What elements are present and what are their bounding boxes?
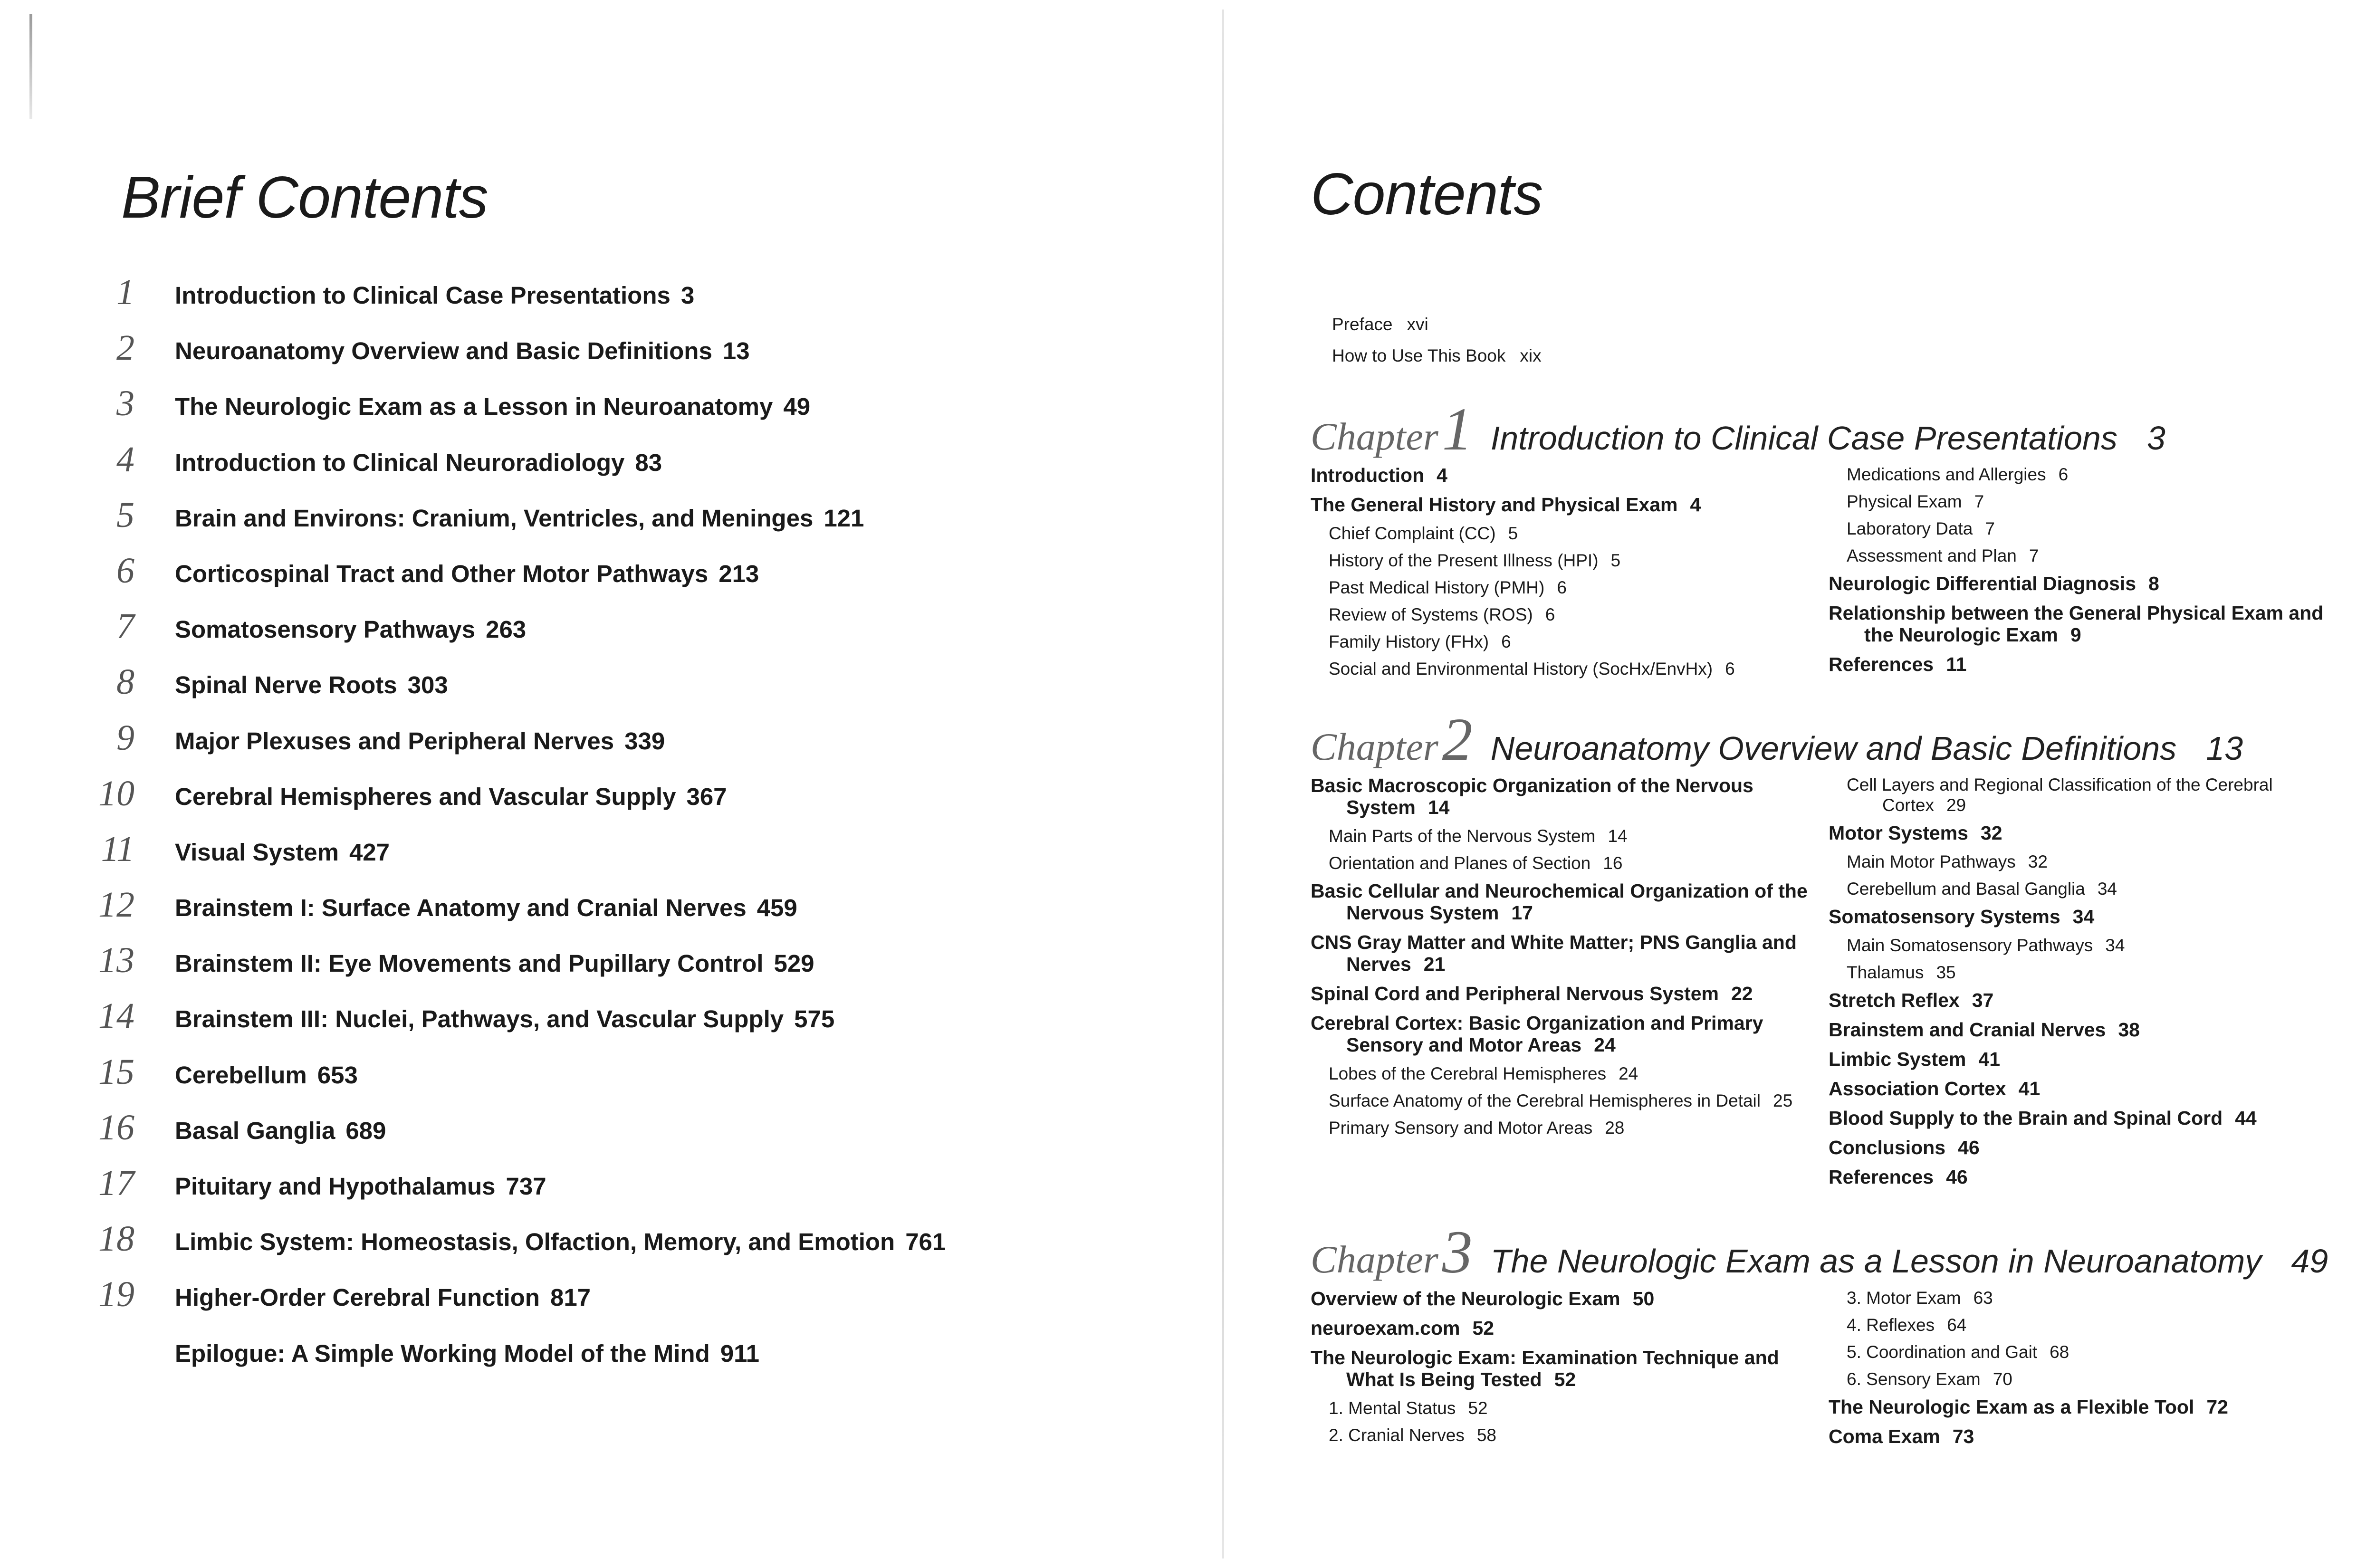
entry-page: 46 (1946, 1166, 1968, 1188)
chapter-title-text (175, 727, 665, 755)
chapter-page: 817 (550, 1284, 591, 1311)
chapter-page: 13 (2206, 730, 2243, 767)
toc-section-entry[interactable] (1829, 602, 2332, 646)
toc-section-entry[interactable] (1829, 1048, 2332, 1070)
entry-page: 72 (2206, 1396, 2228, 1418)
chapter-title-text (175, 504, 864, 533)
chapter-title: Corticospinal Tract and Other Motor Pathways (175, 560, 709, 587)
entry-title: Chief Complaint (CC) (1329, 524, 1496, 543)
chapter-title: Neuroanatomy Overview and Basic Definitions (175, 337, 712, 365)
front-matter-entry[interactable] (1332, 315, 1428, 335)
chapter-number: 2 (116, 328, 134, 368)
entry-title: Cell Layers and Regional Classification of the Cerebral Cortex (1847, 775, 2273, 815)
toc-section-entry[interactable] (1311, 931, 1814, 975)
chapter-title: Introduction to Clinical Case Presentations (1490, 420, 2117, 457)
entry-title: CNS Gray Matter and White Matter; PNS Ganglia and Nerves (1311, 931, 1797, 975)
chapter-title-text (175, 838, 390, 867)
entry-page: xvi (1407, 315, 1428, 334)
entry-page: 32 (2028, 852, 2048, 871)
chapter-page: 689 (345, 1117, 386, 1144)
toc-subsection-entry[interactable] (1311, 1090, 1814, 1111)
chapter-title-text (175, 1172, 546, 1201)
chapter-title-text (175, 949, 814, 978)
entry-title: Medications and Allergies (1847, 465, 2046, 484)
chapter-number: 3 (116, 383, 134, 424)
chapter-number: 6 (116, 550, 134, 591)
brief-chapter-entry[interactable] (116, 326, 1167, 382)
entry-page: 37 (1972, 989, 1994, 1011)
chapter-title: Brainstem II: Eye Movements and Pupillary Control (175, 950, 764, 977)
entry-page: 22 (1731, 983, 1753, 1004)
chapter-title: Limbic System: Homeostasis, Olfaction, Memory, and Emotion (175, 1228, 895, 1256)
entry-page: 11 (1946, 653, 1967, 675)
brief-chapter-entry[interactable] (98, 772, 1167, 828)
chapter-heading[interactable] (1311, 705, 2243, 774)
chapter-number: 8 (116, 662, 134, 702)
brief-chapter-entry[interactable] (116, 549, 1167, 605)
entry-page: 46 (1958, 1137, 1980, 1158)
chapter-page: 427 (349, 838, 390, 866)
chapter-title-text (175, 1005, 834, 1033)
chapter-page: 13 (722, 337, 750, 365)
page-title: Brief Contents (121, 165, 488, 230)
chapter-title-text (175, 1061, 358, 1090)
toc-section-entry[interactable] (1829, 1019, 2332, 1041)
chapter-title: Neuroanatomy Overview and Basic Definitions (1490, 730, 2177, 767)
entry-title: Blood Supply to the Brain and Spinal Cord (1829, 1107, 2223, 1129)
chapter-number: 7 (116, 606, 134, 647)
entry-page: 7 (1985, 519, 1995, 538)
entry-page: 34 (2097, 879, 2117, 899)
chapter-title: Introduction to Clinical Neuroradiology (175, 449, 625, 476)
entry-title: Stretch Reflex (1829, 989, 1960, 1011)
entry-title: References (1829, 1166, 1934, 1188)
toc-subsection-entry[interactable] (1829, 935, 2332, 956)
brief-chapter-entry[interactable] (98, 1106, 1167, 1162)
toc-subsection-entry[interactable] (1829, 545, 2332, 566)
entry-page: 34 (2105, 936, 2125, 955)
entry-title: The General History and Physical Exam (1311, 494, 1678, 516)
chapter-page: 303 (407, 671, 448, 699)
entry-title: Introduction (1311, 464, 1425, 486)
chapter-title: Cerebellum (175, 1061, 307, 1089)
chapter-title: Pituitary and Hypothalamus (175, 1173, 496, 1200)
entry-title: Family History (FHx) (1329, 632, 1489, 651)
chapter-title-text (175, 337, 750, 365)
entry-page: 6 (1557, 578, 1567, 597)
chapter-title: Cerebral Hemispheres and Vascular Supply (175, 783, 676, 810)
toc-section-entry[interactable] (1829, 1137, 2332, 1158)
chapter-title: Epilogue: A Simple Working Model of the Mind (175, 1339, 710, 1367)
entry-title: Primary Sensory and Motor Areas (1329, 1118, 1593, 1138)
brief-chapter-entry[interactable] (116, 660, 1167, 716)
toc-subsection-entry[interactable] (1311, 604, 1814, 625)
brief-chapter-entry[interactable] (116, 717, 1167, 772)
entry-title: 2. Cranial Nerves (1329, 1425, 1465, 1445)
chapter-title-text (175, 1339, 759, 1368)
entry-page: 63 (1973, 1288, 1993, 1308)
entry-title: Review of Systems (ROS) (1329, 605, 1533, 624)
chapter-page: 761 (905, 1228, 946, 1256)
chapter-number: 18 (98, 1219, 134, 1259)
toc-subsection-entry[interactable] (1829, 774, 2332, 815)
brief-chapter-entry[interactable] (116, 271, 1167, 326)
entry-title: History of the Present Illness (HPI) (1329, 551, 1599, 570)
chapter-heading[interactable] (1311, 394, 2165, 464)
entry-title: Somatosensory Systems (1829, 906, 2060, 927)
chapter-page: 653 (317, 1061, 358, 1089)
entry-page: 70 (1993, 1369, 2012, 1389)
toc-subsection-entry[interactable] (1311, 550, 1814, 571)
toc-section-entry[interactable] (1829, 573, 2332, 594)
toc-subsection-entry[interactable] (1311, 659, 1814, 679)
entry-title: 1. Mental Status (1329, 1398, 1456, 1418)
chapter-title-text (175, 281, 694, 310)
chapter-word: Chapter (1311, 415, 1438, 458)
toc-subsection-entry[interactable] (1311, 826, 1814, 846)
chapter-number: 12 (98, 885, 134, 925)
toc-subsection-entry[interactable] (1311, 853, 1814, 873)
brief-chapter-entry[interactable] (98, 994, 1167, 1050)
entry-title: References (1829, 653, 1934, 675)
entry-title: Past Medical History (PMH) (1329, 578, 1545, 597)
entry-title: 6. Sensory Exam (1847, 1369, 1981, 1389)
chapter-number: 1 (116, 272, 134, 312)
entry-page: 14 (1608, 826, 1628, 846)
chapter-number: 17 (98, 1163, 134, 1203)
chapter-number: 3 (1442, 1218, 1473, 1286)
brief-chapter-entry[interactable] (98, 1273, 1167, 1329)
brief-chapter-entry[interactable] (98, 1051, 1167, 1106)
chapter-title-text (175, 1228, 946, 1256)
entry-title: Conclusions (1829, 1137, 1946, 1158)
entry-title: Surface Anatomy of the Cerebral Hemispheres in Detail (1329, 1091, 1761, 1110)
chapter-title-text (175, 615, 526, 644)
chapter-page: 575 (794, 1005, 835, 1033)
page-title: Contents (1311, 162, 1543, 227)
brief-chapter-entry[interactable] (98, 883, 1167, 939)
toc-subsection-entry[interactable] (1829, 1342, 2332, 1362)
chapter-title: The Neurologic Exam as a Lesson in Neuroanatomy (1490, 1243, 2262, 1280)
toc-section-entry[interactable] (1829, 653, 2332, 675)
chapter-title: Introduction to Clinical Case Presentations (175, 282, 671, 309)
brief-chapter-entry[interactable] (116, 494, 1167, 549)
toc-section-entry[interactable] (1829, 1107, 2332, 1129)
toc-section-entry[interactable] (1829, 1396, 2332, 1418)
entry-page: 9 (2070, 624, 2081, 646)
toc-subsection-entry[interactable] (1311, 631, 1814, 652)
toc-section-entry[interactable] (1829, 822, 2332, 844)
toc-section-entry[interactable] (1311, 464, 1814, 486)
toc-section-entry[interactable] (1829, 989, 2332, 1011)
chapter-number: 1 (1442, 395, 1473, 463)
toc-subsection-entry[interactable] (1829, 1288, 2332, 1308)
entry-title: Laboratory Data (1847, 519, 1973, 538)
toc-section-entry[interactable] (1829, 1166, 2332, 1188)
chapter-title: Higher-Order Cerebral Function (175, 1284, 540, 1311)
toc-section-entry[interactable] (1311, 880, 1814, 924)
toc-subsection-entry[interactable] (1829, 1369, 2332, 1389)
toc-section-entry[interactable] (1311, 494, 1814, 516)
toc-section-entry[interactable] (1829, 906, 2332, 927)
toc-subsection-entry[interactable] (1829, 879, 2332, 899)
entry-page: 35 (1936, 963, 1956, 982)
chapter-page: 3 (680, 282, 695, 309)
toc-section-entry[interactable] (1311, 983, 1814, 1004)
brief-chapter-entry[interactable] (121, 1329, 1167, 1385)
chapter-page: 911 (720, 1339, 760, 1367)
entry-title: Orientation and Planes of Section (1329, 853, 1591, 873)
entry-page: 28 (1605, 1118, 1625, 1138)
toc-section-entry[interactable] (1829, 1078, 2332, 1100)
chapter-page: 49 (2291, 1243, 2328, 1280)
chapter-number: 19 (98, 1274, 134, 1315)
entry-title: Motor Systems (1829, 822, 1968, 844)
chapter-word: Chapter (1311, 1238, 1438, 1281)
entry-page: 16 (1603, 853, 1623, 873)
chapter-page: 529 (774, 950, 814, 977)
entry-title: Thalamus (1847, 963, 1924, 982)
chapter-title-text (175, 449, 662, 477)
chapter-number: 11 (101, 829, 134, 869)
brief-chapter-entry[interactable] (116, 382, 1167, 438)
entry-page: 25 (1773, 1091, 1793, 1110)
chapter-number: 2 (1442, 706, 1473, 773)
chapter-2-left-column (1311, 774, 1814, 1145)
chapter-title: Brain and Environs: Cranium, Ventricles, and Meninges (175, 504, 814, 532)
toc-subsection-entry[interactable] (1311, 577, 1814, 598)
entry-page: 4 (1690, 494, 1701, 516)
chapter-page: 121 (824, 504, 864, 532)
chapter-number: 15 (98, 1052, 134, 1092)
entry-page: xix (1520, 346, 1542, 365)
chapter-title: Spinal Nerve Roots (175, 671, 397, 699)
toc-section-entry[interactable] (1311, 1317, 1814, 1339)
toc-subsection-entry[interactable] (1311, 1398, 1814, 1418)
entry-title: Association Cortex (1829, 1078, 2006, 1100)
front-matter-entry[interactable] (1332, 346, 1542, 366)
chapter-page: 367 (686, 783, 727, 810)
entry-title: Cerebral Cortex: Basic Organization and Primary Sensory and Motor Areas (1311, 1012, 1763, 1056)
entry-title: Limbic System (1829, 1048, 1966, 1070)
entry-page: 58 (1476, 1425, 1496, 1445)
chapter-title-text (175, 894, 797, 922)
entry-page: 38 (2118, 1019, 2140, 1041)
toc-subsection-entry[interactable] (1311, 523, 1814, 544)
entry-title: The Neurologic Exam: Examination Technique and What Is Being Tested (1311, 1347, 1779, 1390)
toc-section-entry[interactable] (1311, 1012, 1814, 1056)
entry-page: 41 (1978, 1048, 2000, 1070)
toc-subsection-entry[interactable] (1311, 1118, 1814, 1138)
toc-section-entry[interactable] (1829, 1425, 2332, 1447)
chapter-number: 10 (98, 773, 134, 813)
toc-subsection-entry[interactable] (1829, 851, 2332, 872)
chapter-3-left-column (1311, 1288, 1814, 1452)
entry-page: 44 (2235, 1107, 2257, 1129)
brief-contents-list (98, 271, 1167, 1385)
entry-title: Coma Exam (1829, 1425, 1940, 1447)
brief-chapter-entry[interactable] (101, 828, 1167, 883)
entry-title: Basic Cellular and Neurochemical Organization of the Nervous System (1311, 880, 1808, 924)
entry-title: Lobes of the Cerebral Hemispheres (1329, 1064, 1607, 1083)
entry-title: Spinal Cord and Peripheral Nervous System (1311, 983, 1719, 1004)
entry-page: 8 (2148, 573, 2159, 594)
brief-chapter-entry[interactable] (116, 438, 1167, 494)
entry-page: 50 (1632, 1288, 1655, 1310)
chapter-number: 4 (116, 439, 134, 479)
entry-title: Neurologic Differential Diagnosis (1829, 573, 2136, 594)
chapter-page: 263 (486, 616, 527, 643)
entry-title: neuroexam.com (1311, 1317, 1460, 1339)
chapter-1-left-column (1311, 464, 1814, 686)
entry-title: Brainstem and Cranial Nerves (1829, 1019, 2106, 1041)
chapter-word: Chapter (1311, 725, 1438, 768)
toc-section-entry[interactable] (1311, 774, 1814, 818)
entry-page: 68 (2050, 1342, 2069, 1362)
entry-page: 6 (1545, 605, 1555, 624)
chapter-1-right-column (1829, 464, 2332, 683)
chapter-number: 16 (98, 1107, 134, 1147)
entry-page: 5 (1508, 524, 1518, 543)
entry-title: Overview of the Neurologic Exam (1311, 1288, 1620, 1310)
entry-title: Main Somatosensory Pathways (1847, 936, 2093, 955)
entry-page: 7 (2029, 546, 2039, 565)
entry-page: 52 (1468, 1398, 1488, 1418)
entry-title: 3. Motor Exam (1847, 1288, 1961, 1308)
entry-page: 14 (1428, 796, 1450, 818)
chapter-number: 13 (98, 940, 134, 981)
toc-subsection-entry[interactable] (1829, 1315, 2332, 1335)
entry-page: 24 (1594, 1034, 1616, 1056)
entry-page: 32 (1980, 822, 2002, 844)
entry-page: 6 (2058, 465, 2069, 484)
chapter-3-right-column (1829, 1288, 2332, 1455)
toc-subsection-entry[interactable] (1829, 464, 2332, 485)
toc-subsection-entry[interactable] (1829, 962, 2332, 983)
entry-page: 34 (2072, 906, 2095, 927)
chapter-page: 3 (2146, 420, 2165, 457)
chapter-heading[interactable] (1311, 1217, 2328, 1287)
chapter-title: Brainstem III: Nuclei, Pathways, and Vascular Supply (175, 1005, 784, 1033)
chapter-page: 339 (624, 727, 665, 755)
entry-page: 52 (1472, 1317, 1495, 1339)
chapter-title-text (175, 560, 759, 588)
entry-title: Assessment and Plan (1847, 546, 2017, 565)
entry-page: 5 (1610, 551, 1621, 570)
chapter-title-text (175, 1117, 386, 1145)
entry-page: 52 (1554, 1368, 1576, 1390)
entry-title: Preface (1332, 315, 1393, 334)
entry-page: 21 (1423, 953, 1446, 975)
chapter-number: 14 (98, 996, 134, 1036)
chapter-page: 737 (506, 1173, 546, 1200)
chapter-title: Major Plexuses and Peripheral Nerves (175, 727, 614, 755)
brief-chapter-entry[interactable] (98, 1217, 1167, 1273)
entry-page: 17 (1511, 902, 1533, 924)
entry-title: Main Parts of the Nervous System (1329, 826, 1596, 846)
chapter-number: 9 (116, 717, 134, 758)
entry-title: 5. Coordination and Gait (1847, 1342, 2038, 1362)
entry-title: Basic Macroscopic Organization of the Nervous System (1311, 774, 1753, 818)
toc-section-entry[interactable] (1311, 1347, 1814, 1390)
toc-subsection-entry[interactable] (1311, 1063, 1814, 1084)
chapter-title: The Neurologic Exam as a Lesson in Neuroanatomy (175, 393, 773, 421)
chapter-page: 49 (783, 393, 811, 421)
brief-chapter-entry[interactable] (98, 939, 1167, 994)
entry-page: 7 (1974, 492, 1984, 511)
entry-title: Relationship between the General Physical Exam and the Neurologic Exam (1829, 602, 2324, 646)
entry-title: Social and Environmental History (SocHx/EnvHx) (1329, 659, 1713, 679)
chapter-page: 213 (719, 560, 759, 587)
toc-subsection-entry[interactable] (1829, 491, 2332, 512)
entry-page: 29 (1946, 795, 1966, 815)
entry-page: 73 (1952, 1425, 1974, 1447)
chapter-title: Basal Ganglia (175, 1117, 335, 1144)
chapter-title-text (175, 671, 448, 699)
chapter-2-right-column (1829, 774, 2332, 1195)
toc-section-entry[interactable] (1311, 1288, 1814, 1310)
brief-chapter-entry[interactable] (98, 1162, 1167, 1217)
entry-page: 6 (1725, 659, 1735, 679)
chapter-title: Brainstem I: Surface Anatomy and Cranial Nerves (175, 894, 747, 922)
chapter-page: 459 (757, 894, 797, 922)
chapter-title: Visual System (175, 838, 339, 866)
chapter-title-text (175, 783, 727, 811)
entry-title: Cerebellum and Basal Ganglia (1847, 879, 2085, 899)
entry-title: 4. Reflexes (1847, 1315, 1935, 1335)
chapter-title: Somatosensory Pathways (175, 616, 476, 643)
entry-page: 64 (1947, 1315, 1967, 1335)
entry-title: Physical Exam (1847, 492, 1962, 511)
entry-page: 4 (1437, 464, 1447, 486)
chapter-title-text (175, 1283, 591, 1312)
chapter-page: 83 (635, 449, 662, 476)
entry-title: Main Motor Pathways (1847, 852, 2016, 871)
entry-title: The Neurologic Exam as a Flexible Tool (1829, 1396, 2194, 1418)
entry-page: 24 (1619, 1064, 1638, 1083)
entry-page: 41 (2018, 1078, 2041, 1100)
toc-subsection-entry[interactable] (1311, 1425, 1814, 1445)
brief-chapter-entry[interactable] (116, 605, 1167, 660)
chapter-number: 5 (116, 495, 134, 535)
chapter-title-text (175, 392, 810, 421)
entry-page: 6 (1501, 632, 1511, 651)
toc-subsection-entry[interactable] (1829, 518, 2332, 539)
entry-title: How to Use This Book (1332, 346, 1506, 365)
